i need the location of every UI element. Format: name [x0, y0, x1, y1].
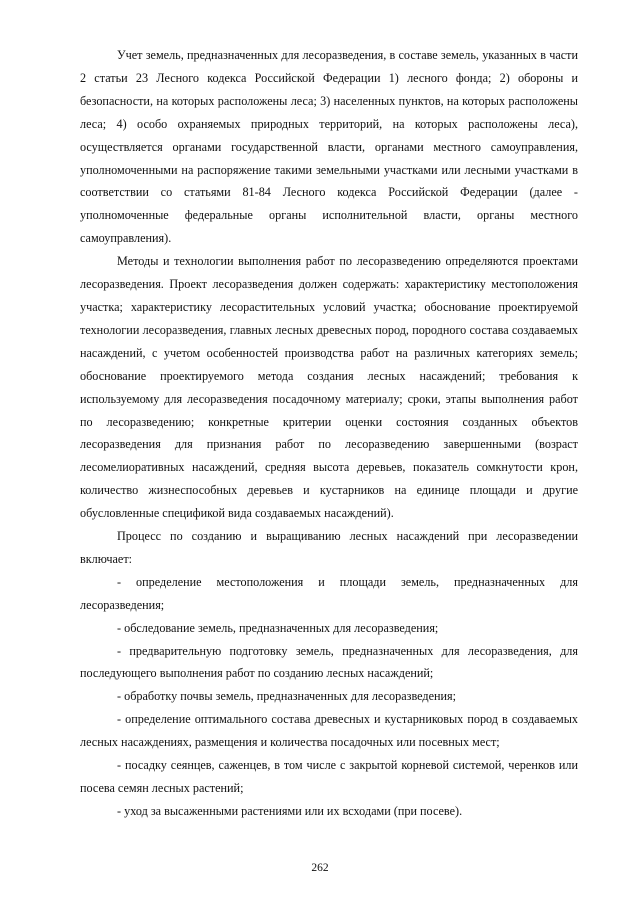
- page-number: 262: [311, 862, 329, 874]
- list-item: - уход за высаженными растениями или их всходами (при посеве).: [117, 803, 463, 818]
- body-text: [80, 44, 578, 823]
- paragraph-process-intro: Процесс по созданию и выращиванию лесных насаждений при лесоразведении включает:: [80, 529, 578, 566]
- list-item: - определение местоположения и площади земель, предназначенных для лесоразведения;: [80, 574, 578, 612]
- list-item: - посадку сеянцев, саженцев, в том числе с закрытой корневой системой, черенков или посева семян лесных растений;: [80, 758, 578, 795]
- list-item: - обследование земель, предназначенных для лесоразведения;: [117, 620, 439, 635]
- list-item: - предварительную подготовку земель, предназначенных для лесоразведения, для последующего выполнения работ по созданию лесных насаждений;: [80, 643, 578, 681]
- list-item: - определение оптимального состава древесных и кустарниковых пород в создаваемых лесных насаждениях, размещения и количества посадочных или посевных мест;: [80, 712, 578, 750]
- list-item: - обработку почвы земель, предназначенных для лесоразведения;: [117, 689, 457, 704]
- paragraph-methods: Методы и технологии выполнения работ по лесоразведению определяются проектами лесоразведения. Проект лесоразведения должен содержать: характеристику местоположения участка; характеристику лесорастительных условий участка; обоснование проектируемой технологии лесоразведения, главных лесных древесных пород, породного состава создаваемых насаждений, с учетом особенностей производства работ на различных категориях земель; обоснование проектируемого метода создания лесных насаждений; требования к используемому для лесоразведения посадочному материалу; сроки, этапы выполнения работ по лесоразведению; конкретные критерии оценки состояния созданных объектов лесоразведения для признания работ по лесоразведению завершенными (возраст лесомелиоративных насаждений, средняя высота деревьев, показатель сомкнутости крон, количество жизнеспособных деревьев и кустарников на единице площади и другие обусловленные спецификой вида создаваемых насаждений).: [80, 254, 578, 521]
- paragraph-land-accounting: Учет земель, предназначенных для лесоразведения, в составе земель, указанных в части 2 статьи 23 Лесного кодекса Российской Федерации 1) лесного фонда; 2) обороны и безопасности, на которых расположены леса; 3) населенных пунктов, на которых расположены леса; 4) особо охраняемых природных территорий, на которых расположены леса), осуществляется органами государственной власти, органами местного самоуправления, уполномоченными на распоряжение такими земельными участками или лесными участками в соответствии со статьями 81-84 Лесного кодекса Российской Федерации (далее - уполномоченные федеральные органы исполнительной власти, органы местного самоуправления).: [80, 48, 578, 246]
